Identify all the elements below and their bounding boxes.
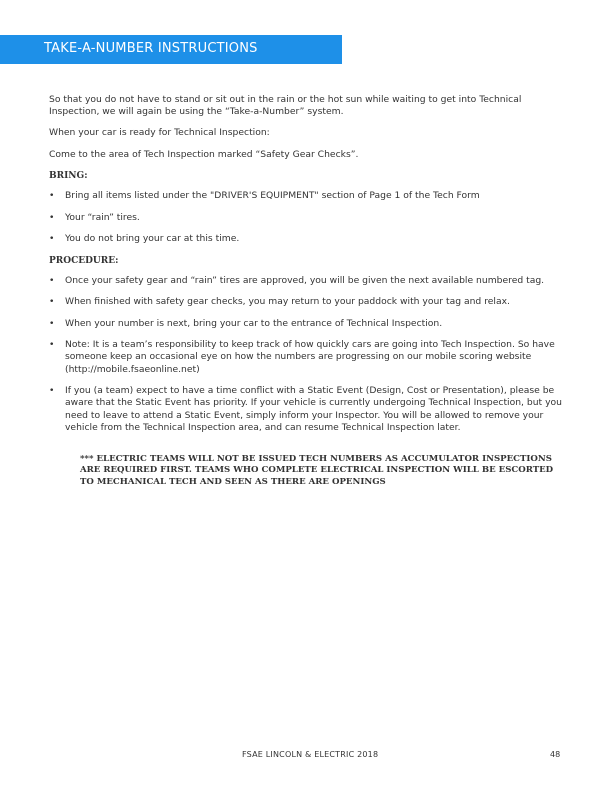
list-item — [49, 190, 564, 202]
list-item-text: When your number is next, bring your car to the entrance of Technical Inspection. — [65, 317, 443, 329]
header-bar — [0, 35, 342, 64]
list-item-text: Bring all items listed under the "DRIVER'S EQUIPMENT" section of Page 1 of the Tech Form — [65, 190, 480, 202]
list-item — [49, 296, 564, 308]
list-item — [49, 339, 564, 376]
bullet-icon: • — [49, 385, 55, 397]
list-item — [49, 212, 564, 224]
bullet-icon: • — [49, 233, 55, 245]
bullet-icon: • — [49, 339, 55, 351]
bullet-icon: • — [49, 296, 55, 308]
list-item-text: Note: It is a team’s responsibility to keep track of how quickly cars are going into Tech Inspection. So have someone keep an occasional eye on how the numbers are progressing on our mobile scoring website (http://mobile.fsaeonline.net) — [65, 339, 555, 375]
list-item-text: You do not bring your car at this time. — [65, 233, 240, 245]
list-item — [49, 385, 564, 434]
footer-text: FSAE LINCOLN & ELECTRIC 2018 — [242, 750, 379, 759]
bullet-icon: • — [49, 317, 55, 329]
procedure-list — [49, 275, 564, 434]
page-title: TAKE-A-NUMBER INSTRUCTIONS — [44, 41, 258, 56]
bullet-icon: • — [49, 211, 55, 223]
bring-heading: BRING: — [49, 170, 88, 181]
document-body — [49, 94, 564, 488]
list-item-text: Once your safety gear and “rain” tires are approved, you will be given the next available numbered tag. — [65, 274, 545, 286]
bullet-icon: • — [49, 190, 55, 202]
intro-paragraph: So that you do not have to stand or sit out in the rain or the hot sun while waiting to get into Technical Inspection, we will again be using the “Take-a-Number” system. — [49, 94, 522, 118]
intro-paragraph: When your car is ready for Technical Inspection: — [49, 127, 270, 139]
list-item — [49, 318, 564, 330]
procedure-heading: PROCEDURE: — [49, 255, 119, 266]
list-item — [49, 233, 564, 245]
list-item-text: When finished with safety gear checks, you may return to your paddock with your tag and relax. — [65, 296, 510, 308]
bullet-icon: • — [49, 274, 55, 286]
intro-paragraph: Come to the area of Tech Inspection marked “Safety Gear Checks”. — [49, 148, 359, 160]
bring-list — [49, 190, 564, 245]
list-item — [49, 275, 564, 287]
list-item-text: Your “rain” tires. — [65, 211, 140, 223]
page-number: 48 — [550, 750, 561, 759]
electric-teams-note: *** ELECTRIC TEAMS WILL NOT BE ISSUED TECH NUMBERS AS ACCUMULATOR INSPECTIONS ARE REQUIRED FIRST. TEAMS WHO COMPLETE ELECTRICAL INSPECTION WILL BE ESCORTED TO MECHANICAL TECH AND SEEN AS THERE ARE OPENINGS — [80, 453, 554, 487]
list-item-text: If you (a team) expect to have a time conflict with a Static Event (Design, Cost or Presentation), please be aware that the Static Event has priority. If your vehicle is currently undergoing Technical Inspection, but you need to leave to attend a Static Event, simply inform your Inspector. You will be allowed to remove your vehicle from the Technical Inspection area, and can resume Technical Inspection later. — [65, 385, 562, 433]
